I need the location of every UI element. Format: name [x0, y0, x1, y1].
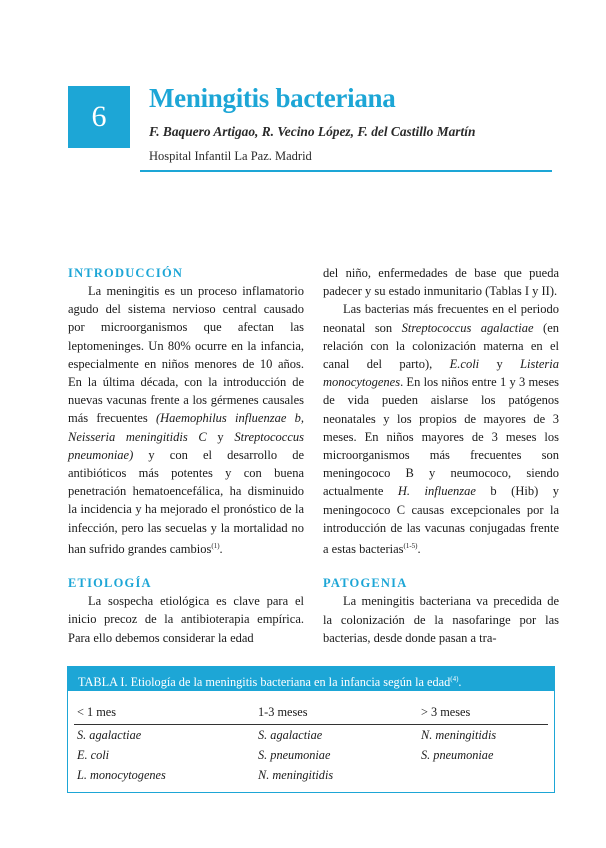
- table-header-cell: > 3 meses: [421, 705, 471, 719]
- table-header-cell: < 1 mes: [77, 705, 117, 719]
- authors: F. Baquero Artigao, R. Vecino López, F. del Castillo Martín: [149, 124, 476, 139]
- section-heading-pathogenesis: PATOGENIA: [323, 576, 408, 591]
- table-cell: S. pneumoniae: [421, 748, 494, 762]
- table-cell: E. coli: [77, 748, 110, 762]
- citation-ref: (1): [211, 541, 220, 550]
- left-column: [68, 264, 304, 647]
- introduction-paragraph: La meningitis es un proceso inflamatorio agudo del sistema nervioso central causado por microorganismos que afectan las leptomeninges. Un 80% ocurre en la infancia, especialmente en niños menores de 10 años. En la última década, con la introducción de nuevas vacunas frente a los gérmenes causales más frecuentes (Haemophilus influenzae b, Neisseria meningitidis C y Streptococcus pneumoniae) y con el desarrollo de antibióticos más potentes y con buena penetración hematoencefálica, ha disminuido la incidencia y ha mejorado el pronóstico de la infección, pero las secuelas y la mortalidad no han sufrido grandes cambios$^{(1)}$.: [68, 284, 304, 556]
- table-title: TABLA I. Etiología de la meningitis bacteriana en la infancia según la edad$^{(4)}$.: [68, 667, 554, 691]
- table-cell: L. monocytogenes: [77, 768, 166, 782]
- table-header-cell: 1-3 meses: [258, 705, 308, 719]
- chapter-number-box: [68, 86, 130, 148]
- table-cell: S. agalactiae: [77, 728, 142, 742]
- pathogenesis-paragraph: La meningitis bacteriana va precedida de la colonización de la nasofaringe por las bacterias, desde donde pasan a tra-: [323, 594, 559, 645]
- table-header-divider: [74, 724, 548, 725]
- table-cell: N. meningitidis: [258, 768, 334, 782]
- section-heading-introduction: INTRODUCCIÓN: [68, 266, 184, 280]
- article-title: Meningitis bacteriana: [149, 83, 396, 113]
- citation-ref: (1-5): [403, 542, 418, 551]
- table-etiology-by-age: [67, 666, 555, 793]
- right-column: [323, 264, 559, 647]
- header-divider: [140, 170, 552, 172]
- etiology-paragraph-continued: del niño, enfermedades de base que pueda padecer y su estado inmunitario (Tablas I y II).: [323, 266, 559, 299]
- section-heading-etiology: ETIOLOGÍA: [68, 576, 152, 591]
- table-cell: S. agalactiae: [258, 728, 323, 742]
- etiology-paragraph: La sospecha etiológica es clave para el inicio precoz de la antibioterapia empírica. Para ello debemos considerar la edad: [68, 594, 304, 645]
- chapter-number: 6: [91, 100, 107, 133]
- bacteria-paragraph: Las bacterias más frecuentes en el periodo neonatal son Streptococcus agalactiae (en relación con la colonización materna en el canal del parto), E.coli y Listeria monocytogenes. En los niños entre 1 y 3 meses de vida pueden aislarse los patógenos neonatales y los propios de mayores de 3 meses. En niños mayores de 3 meses los microorganismos más frecuentes son meningococo B y neumococo, siendo actualmente H. influenzae b (Hib) y meningococo C causas excepcionales por la introducción de las vacunas conjugadas frente a estas bacterias$^{(1-5)}$.: [323, 302, 559, 557]
- table-cell: N. meningitidis: [421, 728, 497, 742]
- affiliation: Hospital Infantil La Paz. Madrid: [149, 149, 312, 163]
- table-cell: S. pneumoniae: [258, 748, 331, 762]
